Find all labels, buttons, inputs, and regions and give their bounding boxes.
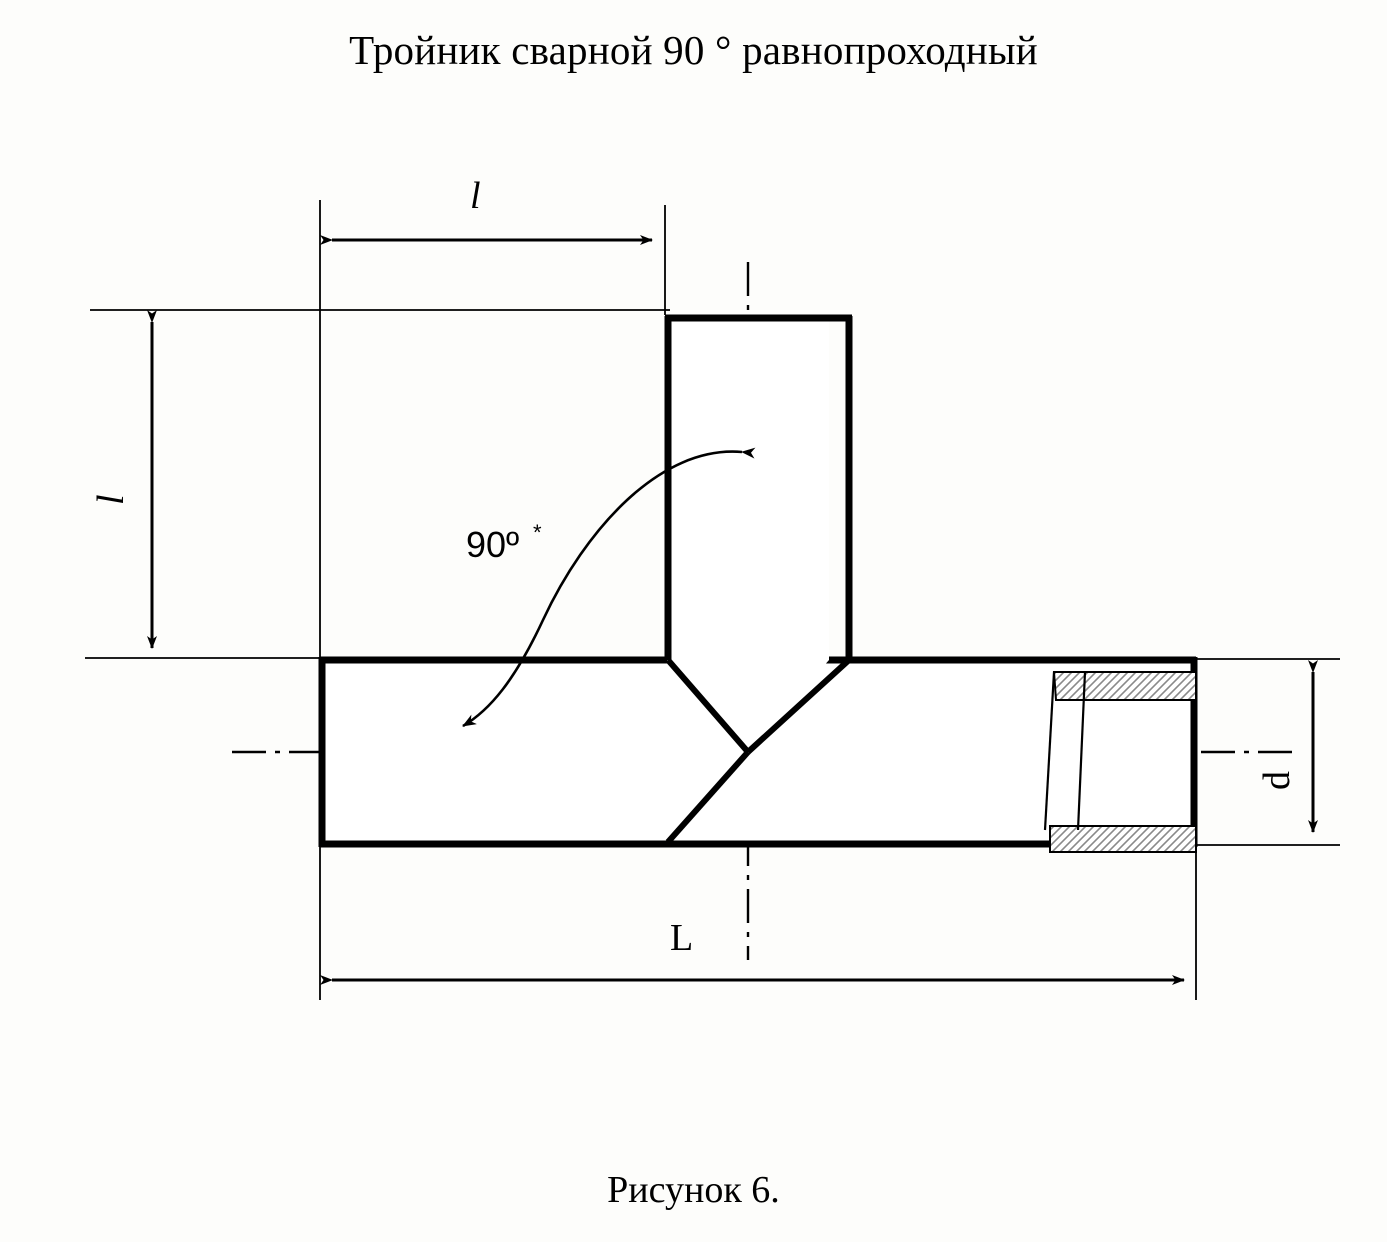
figure-title: Тройник сварной 90 ° равнопроходный: [349, 27, 1038, 73]
figure-caption: Рисунок 6.: [607, 1169, 780, 1211]
dimension-L: [332, 917, 1184, 980]
angle-label: 90º: [466, 524, 520, 565]
angle-note-asterisk: *: [533, 520, 542, 545]
dimension-l-side: [90, 322, 152, 648]
dimension-l-side-label: l: [90, 494, 132, 505]
dimension-l-top: [332, 175, 652, 240]
dimension-L-label: L: [670, 917, 694, 959]
dimension-l-top-label: l: [470, 175, 481, 217]
dimension-d-label: d: [1256, 771, 1298, 790]
